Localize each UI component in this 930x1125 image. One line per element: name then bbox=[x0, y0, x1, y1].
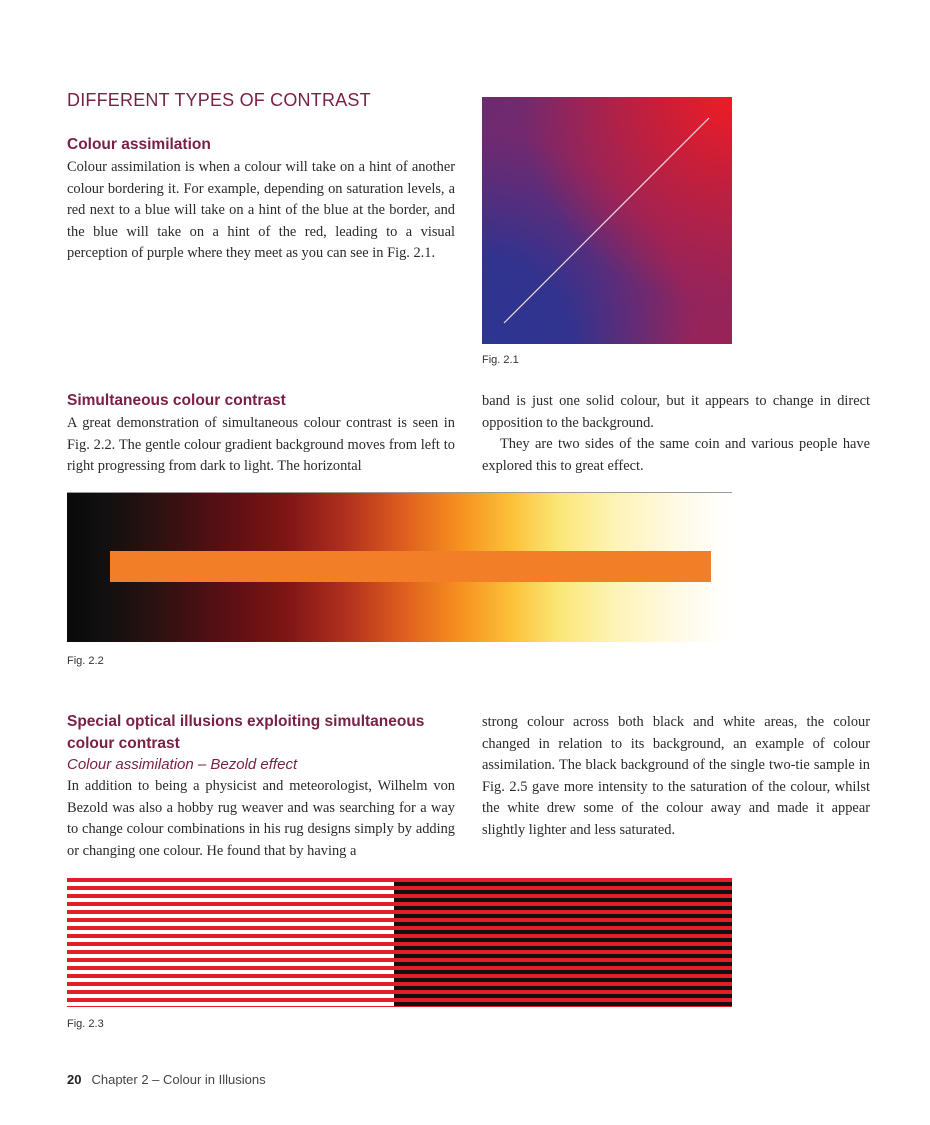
simultaneous-col2-p1: band is just one solid colour, but it appears to change in direct opposition to the background. bbox=[482, 393, 870, 431]
fig-2-2-caption: Fig. 2.2 bbox=[67, 655, 104, 667]
fig-2-1-gradient bbox=[482, 97, 732, 344]
assimilation-heading: Colour assimilation bbox=[67, 136, 211, 153]
simultaneous-section-col1 bbox=[67, 390, 455, 478]
special-subheading: Colour assimilation – Bezold effect bbox=[67, 756, 298, 773]
simultaneous-heading: Simultaneous colour contrast bbox=[67, 392, 286, 409]
chapter-title: Chapter 2 – Colour in Illusions bbox=[91, 1072, 266, 1087]
section-title: DIFFERENT TYPES OF CONTRAST bbox=[67, 90, 371, 110]
fig-2-3-white-half bbox=[67, 878, 394, 1007]
fig-2-3-caption: Fig. 2.3 bbox=[67, 1018, 104, 1030]
assimilation-body: Colour assimilation is when a colour will take on a hint of another colour bordering it. For example, depending on saturation levels, a red next to a blue will take on a hint of the blue at the border, and the blue will take on a hint of the red, leading to a visual perception of purple where they meet as you can see in Fig. 2.1. bbox=[67, 159, 455, 261]
special-heading: Special optical illusions exploiting simultaneous colour contrast bbox=[67, 713, 425, 752]
fig-2-3-black-half bbox=[394, 878, 732, 1007]
page-number: 20 bbox=[67, 1072, 82, 1087]
special-col1-text: In addition to being a physicist and meteorologist, Wilhelm von Bezold was also a hobby rug weaver and was searching for a way to change colour combinations in his rug designs simply by adding or changing one colour. He found that by having a bbox=[67, 778, 455, 859]
page-footer bbox=[67, 1072, 266, 1087]
simultaneous-col2-p2: They are two sides of the same coin and various people have explored this to great effect. bbox=[482, 436, 870, 474]
fig-2-1-diagonal-line bbox=[482, 97, 732, 344]
assimilation-section bbox=[67, 134, 455, 265]
special-section-col2 bbox=[482, 712, 870, 841]
fig-2-2-orange-band bbox=[110, 551, 711, 582]
fig-2-3-bezold-stripes bbox=[67, 878, 732, 1007]
simultaneous-col1-text: A great demonstration of simultaneous colour contrast is seen in Fig. 2.2. The gentle colour gradient background moves from left to right progressing from dark to light. The horizontal bbox=[67, 415, 455, 474]
special-section-col1 bbox=[67, 711, 455, 862]
fig-2-1-caption: Fig. 2.1 bbox=[482, 354, 519, 366]
special-col2-text: strong colour across both black and white areas, the colour changed in relation to its background, an example of colour assimilation. The black background of the single two-tie sample in Fig. 2.5 gave more intensity to the saturation of the colour, whilst the white drew some of the colour away and made it appear slightly lighter and less saturated. bbox=[482, 714, 870, 838]
simultaneous-section-col2 bbox=[482, 391, 870, 477]
